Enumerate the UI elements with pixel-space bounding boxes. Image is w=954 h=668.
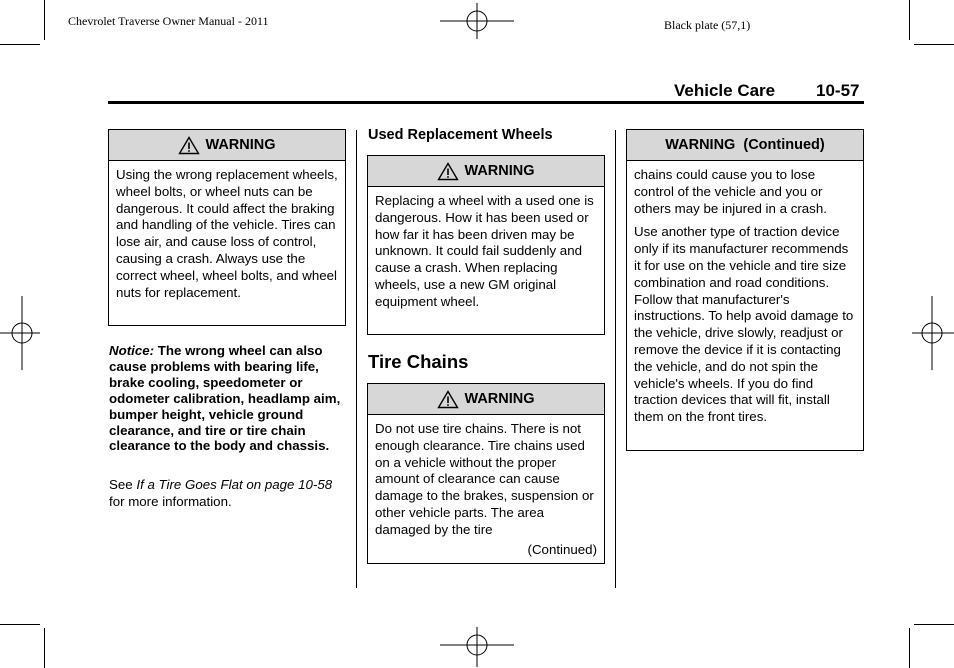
registration-mark-right: [912, 296, 954, 370]
warning-title: WARNING: [464, 163, 535, 179]
column-divider-2: [615, 130, 616, 588]
warning-title: WARNING (Continued): [665, 137, 825, 153]
warning-text: Using the wrong replacement wheels, wheel bolts, or wheel nuts can be dangerous. It could affect the braking and handling of the vehicle. Tires can lose air, and cause loss of control, causing a crash. Always use the correct wheel, wheel bolts, and wheel nuts for replacement.: [116, 167, 338, 300]
warning-triangle-icon: [178, 136, 200, 155]
notice-text: The wrong wheel can also cause problems with bearing life, brake cooling, speedometer or odometer calibration, headlamp aim, bumper height, vehicle ground clearance, and tire or tire chain clearance to the body and chassis.: [109, 343, 341, 454]
warning-box-tire-chains: [367, 383, 605, 564]
notice-paragraph: [109, 343, 349, 454]
column-divider-1: [356, 130, 357, 588]
warning-box-continued: [626, 129, 864, 451]
see-suffix: for more information.: [109, 493, 232, 509]
cross-reference-link[interactable]: If a Tire Goes Flat on page 10-58: [136, 477, 333, 492]
warning-text-2: Use another type of traction device only if its manufacturer recommends it for use on the vehicle and tire size combination and road conditions. Follow that manufacturer's instructions. To help avoid damage to the vehicle, drive slowly, readjust or remove the device if it is contacting the vehicle, and do not spin the vehicle's wheels. If you do find traction devices that will fit, install them on the front tires.: [634, 224, 854, 425]
warning-text-1: chains could cause you to lose control of the vehicle and you or others may be injured in a crash.: [634, 167, 827, 216]
registration-mark-top: [440, 3, 516, 41]
section-header: Vehicle Care: [674, 81, 776, 100]
plate-title: Chevrolet Traverse Owner Manual - 2011: [68, 14, 269, 28]
subheading-used-wheels: Used Replacement Wheels: [368, 127, 553, 143]
registration-mark-bottom: [440, 627, 516, 668]
section-title-tire-chains: Tire Chains: [368, 351, 469, 372]
see-reference: [109, 477, 349, 511]
warning-triangle-icon: [437, 162, 459, 181]
warning-text: Do not use tire chains. There is not enough clearance. Tire chains used on a vehicle without the proper amount of clearance can cause damage to the brakes, suspension or other vehicle parts. The area damaged by the tire: [375, 421, 594, 537]
warning-box-used-wheels: [367, 155, 605, 335]
plate-number: Black plate (57,1): [664, 18, 751, 32]
page-number: 10-57: [816, 81, 860, 100]
header-rule: [108, 101, 864, 104]
warning-title: WARNING: [464, 391, 535, 407]
warning-title: WARNING: [205, 137, 276, 153]
see-prefix: See: [109, 477, 133, 492]
warning-header: [109, 130, 345, 161]
notice-label: Notice:: [109, 343, 155, 358]
warning-box-wheels: [108, 129, 346, 326]
warning-text: Replacing a wheel with a used one is dangerous. How it has been used or how far it has been driven may be unknown. It could fail suddenly and cause a crash. When replacing wheels, use a new GM original equipment wheel.: [375, 193, 594, 309]
warning-triangle-icon: [437, 390, 459, 409]
warning-header: [368, 384, 604, 415]
registration-mark-left: [0, 296, 40, 370]
warning-header: [627, 130, 863, 161]
warning-header: [368, 156, 604, 187]
continued-label: (Continued): [527, 541, 597, 557]
